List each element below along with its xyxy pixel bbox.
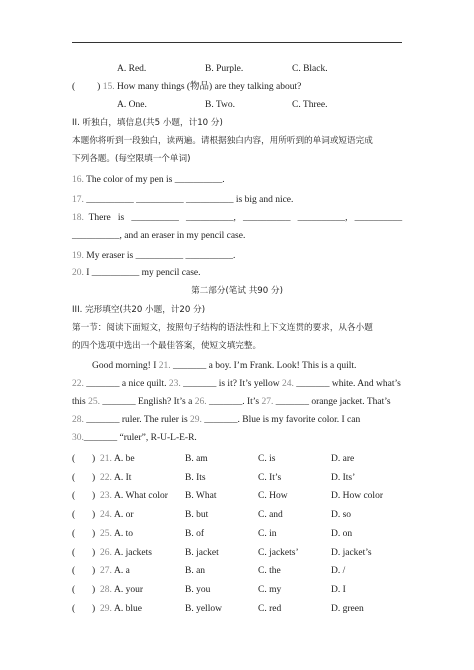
option-c[interactable]: C. jackets’ [258, 547, 299, 558]
answer-bracket-close: ) [92, 510, 96, 521]
option-d[interactable]: D. jacket’s [331, 547, 372, 558]
option-d[interactable]: D. on [331, 528, 353, 539]
passage-blank-number: 24. [282, 379, 294, 389]
fill-item-19: 19. My eraser is __________ __________. [72, 251, 236, 261]
part-2-title: 第二部分(笔试 共90 分) [191, 286, 283, 296]
option-a[interactable]: A. What color [114, 491, 168, 502]
option-c[interactable]: C. in [258, 528, 277, 539]
question-number: 27. [100, 566, 112, 577]
passage-blank-number: 28. [72, 415, 84, 425]
option-d[interactable]: D. I [331, 584, 346, 595]
option-a[interactable]: A. It [114, 472, 132, 483]
option-d[interactable]: D. / [331, 566, 346, 577]
passage-text: _______ white. And what’s [293, 379, 401, 389]
option-b[interactable]: B. What [185, 491, 217, 502]
option-a[interactable]: A. or [114, 510, 134, 521]
q15-question: ( ) 15. How many things (物品) are they talking about? [72, 82, 302, 92]
option-a[interactable]: A. blue [114, 603, 142, 614]
fill-item-18-cont: __________, and an eraser in my pencil case. [72, 231, 246, 241]
answer-bracket-open: ( [72, 603, 76, 614]
answer-bracket-open: ( [72, 584, 76, 595]
question-number: 24. [100, 510, 112, 521]
option-d[interactable]: D. so [331, 510, 352, 521]
passage-blank-number: 26. [194, 397, 207, 407]
q15-number: 15. [102, 82, 115, 92]
answer-bracket-close: ) [92, 547, 96, 558]
passage-line-2 [72, 377, 404, 392]
option-b[interactable]: B. of [185, 528, 204, 539]
passage-blank-number: 29. [190, 415, 202, 425]
question-number: 23. [100, 491, 112, 502]
option-b[interactable]: B. yellow [185, 603, 222, 614]
passage-blank-number: 21. [158, 361, 171, 371]
answer-bracket-open: ( [72, 454, 76, 464]
answer-bracket-open: ( [72, 472, 76, 483]
option-c[interactable]: C. How [258, 491, 288, 502]
fill-item-18: 18. There is __________ __________, __________ __________, __________ [72, 213, 403, 223]
option-a[interactable]: A. a [114, 566, 130, 577]
fill-item-20: 20. I __________ my pencil case. [72, 268, 201, 278]
passage-text: Good morning! I [92, 361, 159, 371]
passage-text: _______. It’s [206, 397, 262, 407]
passage-text: _______ a boy. I’m Frank. Look! This is a quilt. [170, 361, 357, 371]
question-number: 26. [100, 547, 112, 558]
question-number: 28. [100, 584, 112, 595]
answer-bracket-close: ) [92, 472, 96, 483]
answer-bracket-open: ( [72, 510, 76, 521]
answer-bracket-close: ) [92, 528, 96, 539]
passage-text: _______. Blue is my favorite color. I can [201, 415, 361, 425]
passage-blank-number: 27. [261, 397, 274, 407]
passage-text: _______ a nice quilt. [83, 379, 169, 389]
answer-bracket-close: ) [92, 584, 96, 595]
section-3-instructions-line1: 第一节：阅读下面短文，按照句子结构的语法性和上下文连贯的要求，从各小题 [72, 323, 373, 333]
q15-option-c: C. Three. [292, 100, 328, 110]
passage-line-1 [92, 359, 424, 374]
option-c[interactable]: C. It’s [258, 472, 282, 483]
question-number: 25. [100, 528, 112, 539]
option-d[interactable]: D. green [331, 603, 364, 614]
option-d[interactable]: D. How color [331, 491, 383, 502]
q15-option-a: A. One. [117, 100, 147, 110]
answer-bracket-close: ) [92, 491, 96, 502]
option-d[interactable]: D. Its’ [331, 472, 356, 483]
passage-blank-number: 30. [72, 433, 84, 443]
option-c[interactable]: C. red [258, 603, 282, 614]
answer-bracket-open: ( [72, 547, 76, 558]
option-b[interactable]: B. am [185, 454, 208, 464]
q14-option-a: A. Red. [117, 64, 147, 74]
option-c[interactable]: C. is [258, 454, 276, 464]
question-number: 21. [100, 454, 112, 464]
passage-text: _______ ruler. The ruler is [83, 415, 191, 425]
passage-text: this [72, 397, 89, 407]
section-2-instructions-line2: 下列各题。(每空限填一个单词) [72, 154, 191, 164]
option-a[interactable]: A. your [114, 584, 144, 595]
passage-line-3 [72, 395, 404, 410]
header-rule [72, 42, 402, 43]
section-2-instructions-line1: 本题你将听到一段独白，读两遍。请根据独白内容，用所听到的单词或短语完成 [72, 136, 373, 146]
answer-bracket-close: ) [92, 454, 96, 464]
option-c[interactable]: C. and [258, 510, 283, 521]
option-b[interactable]: B. but [185, 510, 209, 521]
question-number: 29. [100, 603, 112, 614]
option-b[interactable]: B. Its [185, 472, 206, 483]
option-b[interactable]: B. you [185, 584, 211, 595]
passage-blank-number: 22. [72, 379, 84, 389]
section-2-title: II. 听独白，填信息(共5 小题，计10 分) [72, 118, 223, 128]
answer-bracket-open: ( [72, 491, 76, 502]
passage-text: _______ “ruler”, R-U-L-E-R. [83, 433, 197, 443]
passage-blank-number: 23. [168, 379, 181, 389]
option-a[interactable]: A. jackets [114, 547, 152, 558]
answer-bracket-open: ( [72, 528, 76, 539]
option-a[interactable]: A. be [114, 454, 135, 464]
q15-option-b: B. Two. [205, 100, 236, 110]
option-d[interactable]: D. are [331, 454, 355, 464]
option-c[interactable]: C. the [258, 566, 281, 577]
option-b[interactable]: B. jacket [185, 547, 219, 558]
section-3-title: III. 完形填空(共20 小题，计20 分) [72, 305, 206, 315]
answer-bracket-open: ( [72, 566, 76, 577]
section-3-instructions-line2: 的四个选项中选出一个最佳答案，使短文填完整。 [72, 341, 262, 351]
question-number: 22. [100, 472, 112, 483]
passage-text: _______ English? It’s a [99, 397, 195, 407]
q14-option-b: B. Purple. [205, 64, 244, 74]
option-b[interactable]: B. an [185, 566, 206, 577]
option-a[interactable]: A. to [114, 528, 133, 539]
q15-text: How many things (物品) are they talking about? [116, 82, 302, 92]
passage-text: _______ orange jacket. That’s [273, 397, 391, 407]
passage-blank-number: 25. [88, 397, 100, 407]
passage-line-4 [72, 413, 404, 428]
fill-item-16: 16. The color of my pen is __________. [72, 175, 225, 185]
q14-option-c: C. Black. [292, 64, 328, 74]
fill-item-17: 17. __________ __________ __________ is big and nice. [72, 195, 294, 205]
answer-bracket-close: ) [92, 603, 96, 614]
answer-bracket-close: ) [92, 566, 96, 577]
passage-text: _______ is it? It’s yellow [180, 379, 283, 389]
option-c[interactable]: C. my [258, 584, 282, 595]
passage-line-5 [72, 431, 404, 446]
